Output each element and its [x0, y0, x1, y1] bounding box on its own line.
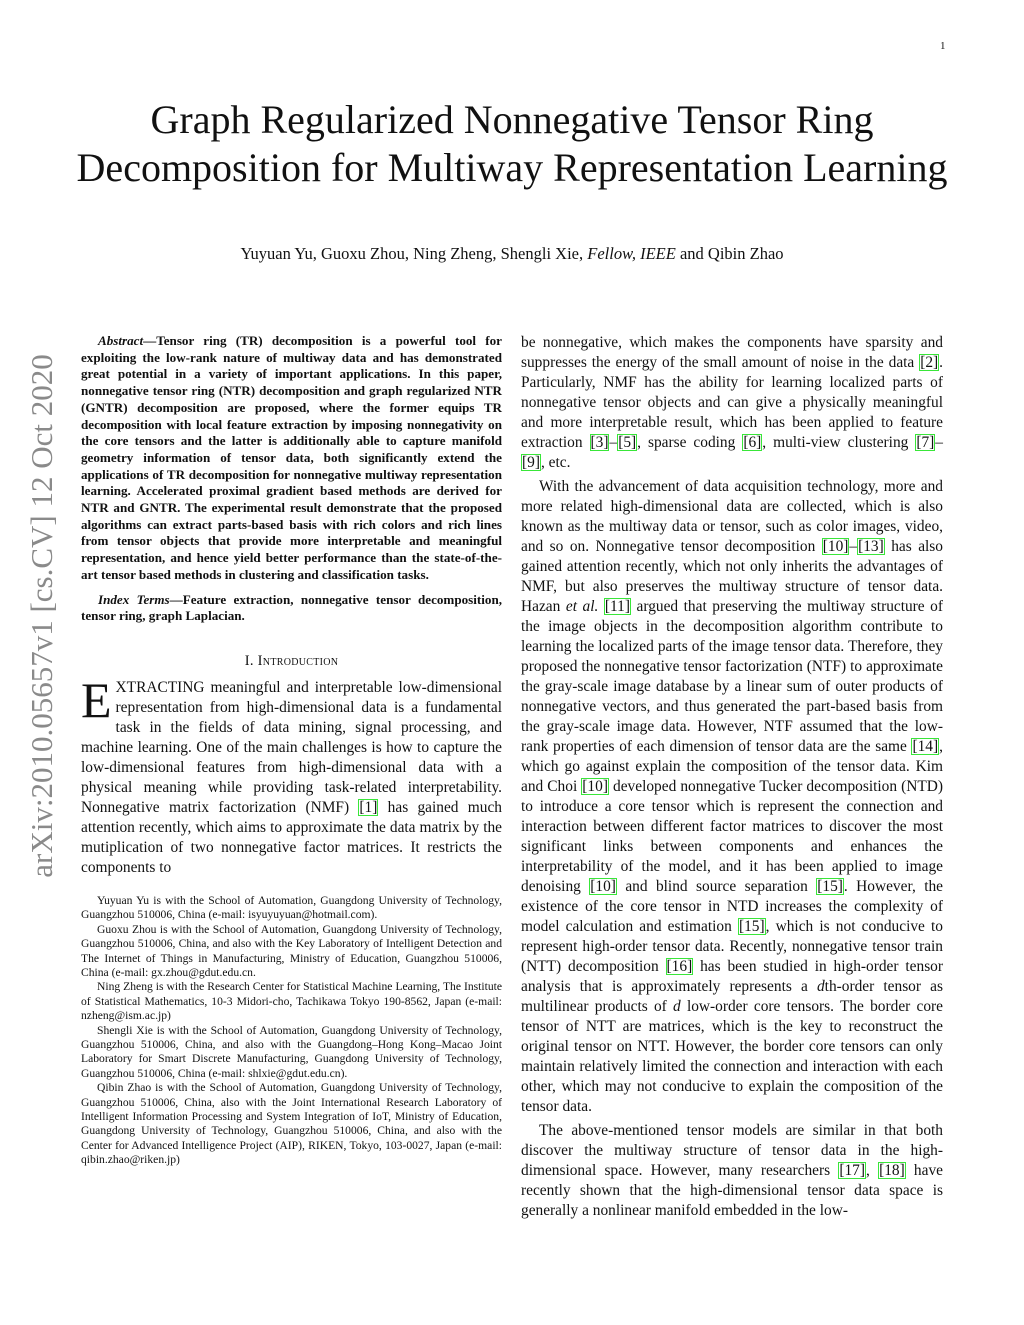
citation-link[interactable]: [10] — [582, 778, 608, 795]
abstract-text: —Tensor ring (TR) decomposition is a powerful tool for exploiting the low-rank nature of multiway data and has demonstrated great potential in a variety of important applications. In this paper, nonnegative tensor ring (NTR) decomposition and graph regularized NTR (GNTR) decomposition are proposed, where the former equips TR decomposition with local feature extraction by imposing nonnegativity on the core tensors and the latter is additionally able to capture manifold geometry information of tensor data, both significantly extend the applications of TR decomposition for nonnegative multiway representation learning. Accelerated proximal gradient based methods are derived for NTR and GNTR. The experimental result demonstrate that the proposed algorithms can extract parts-based basis with rich colors and rich lines from tensor objects that provide more interpretable and meaningful representation, and hence yield better performance than the state-of-the-art tensor based methods in clustering and classification tasks. — [81, 333, 502, 582]
text-span: argued that preserving the multiway structure of the image objects in the decomposition algorithm contribute to learning the localized parts of the image tensor data. Therefore, they proposed the nonnegative tensor factorization (NTF) to approximate the gray-scale image database by a linear sum of outer products of nonnegative vectors, and thus generated the part-based basis from the gray-scale image data. However, NTF assumed that the low-rank properties of each dimension of tensor data are the same — [521, 598, 944, 755]
text-span: – — [935, 434, 943, 451]
text-span: , — [866, 1162, 879, 1179]
text-span: developed nonnegative Tucker decomposition (NTD) to introduce a core tensor which is represent the connection and interaction between different factor matrices to discover the most significant links between components and enhances the interpretability of the model, and it has been applied to image denoising — [521, 778, 944, 895]
text-span: th-order tensor as multilinear products of — [521, 978, 943, 1015]
arxiv-identifier[interactable] — [20, 320, 64, 912]
citation-link[interactable]: [17] — [839, 1162, 865, 1179]
author-names: Yuyuan Yu, Guoxu Zhou, Ning Zheng, Shengli Xie, — [240, 244, 584, 263]
drop-cap: E — [81, 671, 112, 728]
text-span: have recently shown that the high-dimensional tensor data space is generally a nonlinear manifold embedded in the low- — [521, 1162, 943, 1219]
citation-link[interactable]: [15] — [738, 918, 765, 935]
citation-link[interactable]: [15] — [817, 878, 843, 895]
intro-text-1: meaningful and interpretable low-dimensional representation from high-dimensional data is a fundamental task in the fields of data mining, signal processing, and machine learning. One of the main challenges is how to capture the low-dimensional features from high-dimensional data with a physical meaning while providing task-related interpretability. Nonnegative matrix factorization (NMF) — [81, 678, 502, 816]
citation-link[interactable]: [10] — [590, 878, 616, 895]
section-heading-introduction: I. Introduction — [244, 652, 339, 669]
page-number: 1 — [940, 40, 946, 52]
abstract — [81, 333, 502, 584]
arxiv-identifier-text: arXiv:2010.05657v1 [cs.CV] 12 Oct 2020 — [24, 354, 59, 878]
footnote-yu: Yuyuan Yu is with the School of Automation, Guangdong University of Technology, Guangzhou 510006, China (e-mail: isyuyuyuan@hotmail.com). — [81, 893, 502, 922]
citation-link[interactable]: [3] — [590, 434, 609, 451]
author-fellow-title: Fellow, IEEE — [587, 244, 676, 263]
text-span: . Particularly, NMF has the ability for learning localized parts of nonnegative tensor objects and can give a physically meaningful and more interpretable result, which has been applied to feature extraction — [521, 354, 943, 451]
index-terms-label: Index Terms — [98, 591, 170, 607]
citation-link[interactable]: [18] — [879, 1162, 905, 1179]
footnote-xie: Shengli Xie is with the School of Automation, Guangdong University of Technology, Guangzhou 510006, China, and also with the Guangdong–Hong Kong–Macao Joint Laboratory for Smart Discrete Manufacturing, Guangdong University of Technology, Guangzhou 510006, China (e-mail: shlxie@gdut.edu.cn). — [81, 1023, 502, 1080]
citation-link[interactable]: [1] — [359, 798, 378, 816]
lead-caps: XTRACTING — [115, 678, 205, 696]
citation-link[interactable]: [14] — [912, 738, 939, 755]
emphasis: d — [673, 998, 681, 1015]
text-span: – — [849, 538, 858, 555]
intro-text-2: has gained much attention recently, which aims to approximate the data matrix by the mutiplication of two nonnegative factor matrices. It restricts the components to — [81, 798, 503, 876]
emphasis: d — [816, 978, 825, 995]
author-list — [60, 244, 964, 264]
citation-link[interactable]: [5] — [618, 434, 637, 451]
text-span: , which is not conducive to represent high-order tensor data. Recently, nonnegative tensor train (NTT) decomposition — [521, 918, 943, 975]
intro-paragraph — [81, 671, 503, 878]
text-span: With the advancement of data acquisition technology, more and more related high-dimensional data are collected, which is also known as the multiway data or tensor, such as color images, video, and so on. Nonnegative tensor decomposition — [521, 478, 943, 555]
citation-link[interactable]: [6] — [743, 434, 762, 451]
index-terms — [81, 592, 502, 625]
text-span: has also gained attention recently, which not only inherits the advantages of NMF, but also preserves the multiway structure of tensor data. Hazan — [521, 538, 943, 615]
index-terms-text: —Feature extraction, nonnegative tensor decomposition, tensor ring, graph Laplacian. — [81, 591, 502, 624]
citation-link[interactable]: [10] — [822, 538, 849, 555]
text-span: , sparse coding — [637, 434, 743, 451]
citation-link[interactable]: [13] — [858, 538, 884, 555]
text-span: and blind source separation — [616, 878, 817, 895]
citation-link[interactable]: [9] — [522, 454, 540, 471]
text-span: has been studied in high-order tensor analysis that is approximately represents a — [521, 958, 943, 995]
citation-link[interactable]: [16] — [666, 958, 693, 975]
abstract-label: Abstract — [98, 333, 144, 348]
text-span: , multi-view clustering — [762, 434, 916, 451]
footnote-zhao: Qibin Zhao is with the School of Automation, Guangdong University of Technology, Guangzhou 510006, China, also with the Joint International Research Laboratory of Intelligent Information Processing and System Integration of IoT, Ministry of Education, Guangdong University of Technology, Guangzhou 510006, China, and also with the Center for Advanced Intelligence Project (AIP), RIKEN, Tokyo, 103-0027, Japan (e-mail: qibin.zhao@riken.jp) — [81, 1081, 502, 1167]
text-span: , which go against explain the composition of the tensor data. Kim and Choi — [521, 738, 943, 795]
text-span: – — [609, 434, 618, 451]
left-column — [81, 333, 502, 1168]
text-span: The above-mentioned tensor models are similar in that both discover the multiway structure of tensor data in the high-dimensional space. However, many researchers — [521, 1122, 943, 1179]
paper-title: Graph Regularized Nonnegative Tensor Ring Decomposition for Multiway Representation Learning — [76, 97, 948, 190]
citation-link[interactable]: [7] — [916, 434, 935, 451]
footnote-zheng: Ning Zheng is with the Research Center for Statistical Machine Learning, The Institute of Statistical Mathematics, 10-3 Midori-cho, Tachikawa Tokyo 190-8562, Japan (e-mail: nzheng@ism.ac.jp) — [81, 980, 502, 1023]
text-span: be nonnegative, which makes the components have sparsity and suppresses the energy of the small amount of noise in the data — [521, 334, 943, 371]
text-span: , etc. — [540, 454, 571, 471]
footnote-zhou: Guoxu Zhou is with the School of Automation, Guangdong University of Technology, Guangzhou 510006, China, and also with the Key Laboratory of Intelligent Detection and The Internet of Things in Manufacturing, Ministry of Education, Guangzhou 510006, China (e-mail: gx.zhou@gdut.edu.cn. — [81, 922, 502, 979]
citation-link[interactable]: [11] — [604, 598, 630, 615]
author-last: and Qibin Zhao — [679, 244, 784, 263]
paragraph-manifold — [521, 1121, 943, 1221]
text-span: low-order core tensors. The border core tensor of NTT are matrices, which is the key to reconstruct the original tensor on NTT. However, the border core tensors can only maintain relatively limited the connection and interaction with each other, which may not conducive to explain the composition of the tensor data. — [521, 998, 943, 1115]
paragraph-tensor-decomposition — [521, 477, 943, 1117]
citation-link[interactable]: [2] — [920, 354, 939, 371]
footnotes — [81, 894, 502, 1168]
right-column — [521, 333, 943, 1221]
text-span: . However, the existence of the core tensor in NTD increases the complexity of model calculation and estimation — [521, 878, 944, 935]
emphasis: et al. — [565, 598, 599, 615]
paragraph-nmf — [521, 333, 943, 473]
